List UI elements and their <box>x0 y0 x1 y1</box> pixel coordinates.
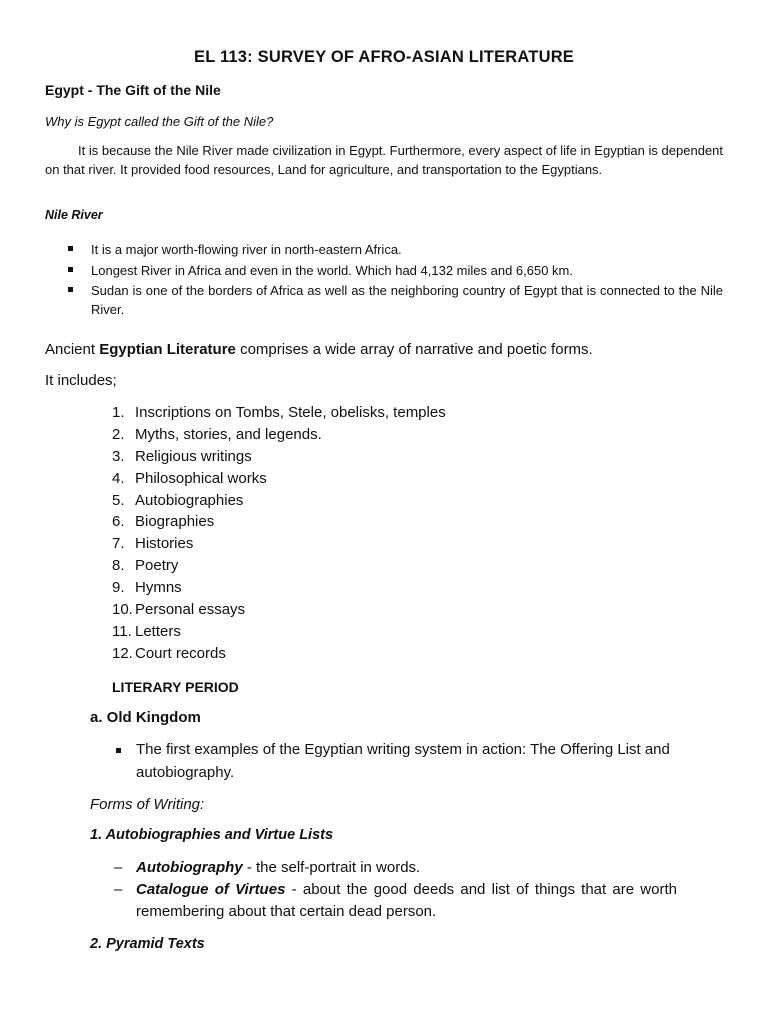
item-number: 8. <box>112 557 125 575</box>
item-number: 12. <box>112 644 133 662</box>
section-paragraph <box>45 142 723 179</box>
list-item <box>112 402 446 424</box>
nile-heading: Nile River <box>45 208 103 222</box>
list-item <box>112 577 446 599</box>
list-item <box>112 555 446 577</box>
item-text: Hymns <box>135 579 182 597</box>
list-item <box>112 533 446 555</box>
item-text: Poetry <box>135 557 179 575</box>
item-number: 1. <box>112 404 125 421</box>
section-question: Why is Egypt called the Gift of the Nile? <box>45 114 274 129</box>
pyramid-texts-heading: 2. Pyramid Texts <box>90 936 205 952</box>
item-text: Personal essays <box>135 601 246 619</box>
bullet-square-icon <box>68 287 73 292</box>
term-description: - the self-portrait in words. <box>242 859 421 876</box>
list-item <box>66 261 723 280</box>
list-item <box>112 511 446 533</box>
forms-of-writing-label: Forms of Writing: <box>90 796 205 813</box>
item-number: 11. <box>112 622 132 640</box>
ancient-literature-sentence <box>45 341 593 358</box>
list-item <box>112 621 446 643</box>
list-item <box>112 879 677 923</box>
includes-list <box>112 402 446 665</box>
bullet-square-icon <box>68 246 73 251</box>
list-item <box>66 281 723 319</box>
section-heading: Egypt - The Gift of the Nile <box>45 82 221 98</box>
ancient-bold: Egyptian Literature <box>99 341 236 358</box>
item-text: Religious writings <box>135 447 252 465</box>
autobiographies-heading: 1. Autobiographies and Virtue Lists <box>90 827 334 843</box>
includes-label: It includes; <box>45 372 117 389</box>
item-text: Histories <box>135 535 194 553</box>
list-item <box>112 446 446 468</box>
item-number: 5. <box>112 491 125 509</box>
ancient-suffix: comprises a wide array of narrative and poetic forms. <box>235 341 593 358</box>
item-number: 7. <box>112 535 125 553</box>
list-item <box>112 424 446 446</box>
item-text: Biographies <box>135 513 215 531</box>
item-number: 9. <box>112 579 125 597</box>
bullet-text: Longest River in Africa and even in the world. Which had 4,132 miles and 6,650 km. <box>91 262 573 278</box>
item-text: Court records <box>135 644 226 662</box>
term: Autobiography <box>136 859 243 876</box>
paragraph-text: It is because the Nile River made civilization in Egypt. Furthermore, every aspect of life in Egyptian is dependent on that river. It provided food resources, Land for agriculture, and transportation to the Egyptians. <box>45 143 723 177</box>
list-item <box>112 643 446 665</box>
item-number: 4. <box>112 469 125 487</box>
item-number: 2. <box>112 425 125 443</box>
old-kingdom-bullet <box>112 739 682 784</box>
item-text: Letters <box>135 622 181 640</box>
ancient-prefix: Ancient <box>45 341 100 358</box>
document-title: EL 113: SURVEY OF AFRO-ASIAN LITERATURE <box>193 48 575 66</box>
term: Catalogue of Virtues <box>136 881 286 898</box>
bullet-square-icon <box>116 748 121 753</box>
list-item <box>112 857 677 879</box>
autobiographies-list <box>112 857 677 923</box>
bullet-text: It is a major worth-flowing river in north-eastern Africa. <box>91 242 402 257</box>
item-number: 10. <box>112 601 133 619</box>
list-item <box>112 599 446 621</box>
item-text: Myths, stories, and legends. <box>135 425 322 443</box>
bullet-text: Sudan is one of the borders of Africa as well as the neighboring country of Egypt that is connected to the Nile River. <box>91 283 723 317</box>
literary-period-heading: LITERARY PERIOD <box>112 679 239 695</box>
old-kingdom-heading: a. Old Kingdom <box>90 709 201 726</box>
item-text: Inscriptions on Tombs, Stele, obelisks, temples <box>135 404 446 421</box>
bullet-text: The first examples of the Egyptian writing system in action: The Offering List and autobiography. <box>136 741 670 781</box>
item-number: 6. <box>112 513 125 531</box>
item-number: 3. <box>112 447 125 465</box>
bullet-square-icon <box>68 267 73 272</box>
item-text: Autobiographies <box>135 491 244 509</box>
item-text: Philosophical works <box>135 469 267 487</box>
list-item <box>112 468 446 490</box>
dash-bullet-icon: – <box>114 859 123 876</box>
list-item <box>66 240 723 259</box>
term-description: - about the good deeds and list of things that are worth remembering about that certain dead person. <box>136 881 677 920</box>
dash-bullet-icon: – <box>114 881 123 898</box>
nile-bullet-list <box>66 240 723 321</box>
list-item <box>112 490 446 512</box>
